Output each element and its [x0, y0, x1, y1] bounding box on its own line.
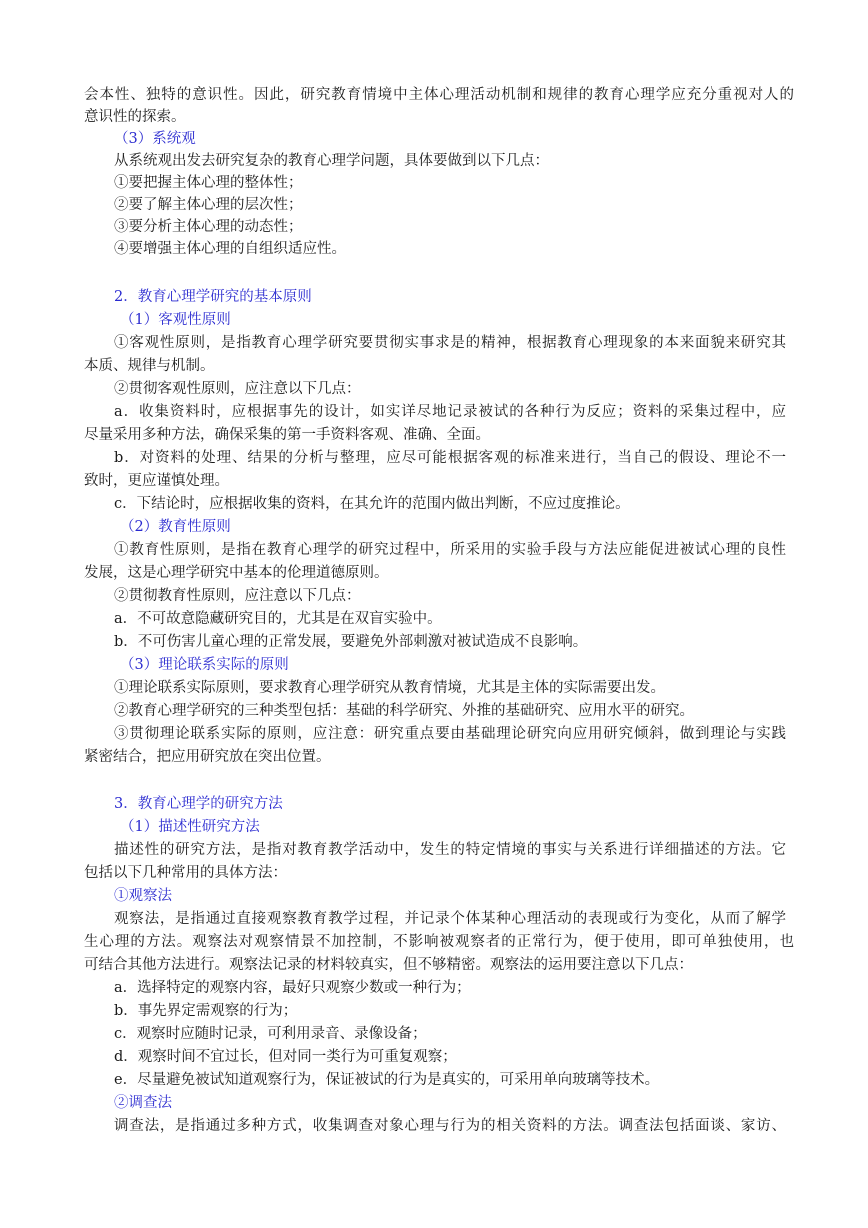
list-item: ②要了解主体心理的层次性； [114, 197, 303, 213]
list-item: e．尽量避免被试知道观察行为，保证被试的行为是真实的，可采用单向玻璃等技术。 [114, 1072, 660, 1088]
section-heading: 2．教育心理学研究的基本原则 [114, 289, 312, 305]
subsection-heading: （1）描述性研究方法 [120, 819, 260, 835]
subsection-heading: （3）系统观 [114, 131, 196, 147]
paragraph-line: ①客观性原则，是指教育心理学研究要贯彻实事求是的精神，根据教育心理现象的本来面貌来研究其 [114, 335, 786, 351]
paragraph-line: 致时，更应谨慎处理。 [84, 473, 229, 489]
paragraph-line: ②教育心理学研究的三种类型包括：基础的科学研究、外推的基础研究、应用水平的研究。 [114, 703, 694, 719]
list-item: c．观察时应随时记录，可利用录音、录像设备； [114, 1026, 427, 1042]
list-item: b．事先界定需观察的行为； [114, 1003, 298, 1019]
list-item: ①要把握主体心理的整体性； [114, 175, 303, 191]
list-item: ④要增强主体心理的自组织适应性。 [114, 241, 346, 257]
subsection-heading: （2）教育性原则 [120, 519, 231, 535]
list-item: b．不可伤害儿童心理的正常发展，要避免外部刺激对被试造成不良影响。 [114, 634, 588, 650]
list-item: d．观察时间不宜过长，但对同一类行为可重复观察； [114, 1049, 457, 1065]
list-item: a．收集资料时，应根据事先的设计，如实详尽地记录被试的各种行为反应；资料的采集过程中，应 [114, 404, 786, 420]
paragraph-line: 发展，这是心理学研究中基本的伦理道德原则。 [84, 565, 389, 581]
subsection-heading: ①观察法 [114, 888, 172, 904]
paragraph-line: 可结合其他方法进行。观察法记录的材料较真实，但不够精密。观察法的运用要注意以下几点： [84, 957, 693, 973]
list-item: c．下结论时，应根据收集的资料，在其允许的范围内做出判断，不应过度推论。 [114, 496, 630, 512]
subsection-heading: （3）理论联系实际的原则 [120, 657, 289, 673]
paragraph-line: ①理论联系实际原则，要求教育心理学研究从教育情境，尤其是主体的实际需要出发。 [114, 680, 665, 696]
list-item: a．不可故意隐藏研究目的，尤其是在双盲实验中。 [114, 611, 442, 627]
list-item: ③要分析主体心理的动态性； [114, 219, 303, 235]
paragraph-line: ②贯彻客观性原则，应注意以下几点： [114, 381, 361, 397]
paragraph-line: 紧密结合，把应用研究放在突出位置。 [84, 749, 331, 765]
section-heading: 3．教育心理学的研究方法 [114, 796, 283, 812]
paragraph-line: ②贯彻教育性原则，应注意以下几点： [114, 588, 361, 604]
paragraph-line: ①教育性原则，是指在教育心理学的研究过程中，所采用的实验手段与方法应能促进被试心理的良性 [114, 542, 786, 558]
paragraph-line: 调查法，是指通过多种方式，收集调查对象心理与行为的相关资料的方法。调查法包括面谈、家访、 [114, 1118, 786, 1134]
paragraph-line: 描述性的研究方法，是指对教育教学活动中，发生的特定情境的事实与关系进行详细描述的方法。它 [114, 842, 786, 858]
subsection-heading: ②调查法 [114, 1095, 172, 1111]
subsection-heading: （1）客观性原则 [120, 312, 231, 328]
paragraph-line: 包括以下几种常用的具体方法： [84, 865, 287, 881]
paragraph-line: 尽量采用多种方法，确保采集的第一手资料客观、准确、全面。 [84, 427, 490, 443]
paragraph-line: 生心理的方法。观察法对观察情景不加控制，不影响被观察者的正常行为，便于使用，即可单独使用，也 [84, 934, 794, 950]
list-item: a．选择特定的观察内容，最好只观察少数或一种行为； [114, 980, 471, 996]
paragraph-line: 从系统观出发去研究复杂的教育心理学问题，具体要做到以下几点： [114, 153, 549, 169]
paragraph-line: 观察法，是指通过直接观察教育教学过程，并记录个体某种心理活动的表现或行为变化，从而了解学 [114, 911, 786, 927]
paragraph-line: ③贯彻理论联系实际的原则，应注意：研究重点要由基础理论研究向应用研究倾斜，做到理论与实践 [114, 726, 786, 742]
paragraph-line: 会本性、独特的意识性。因此，研究教育情境中主体心理活动机制和规律的教育心理学应充分重视对人的 [84, 87, 794, 103]
paragraph-line: 本质、规律与机制。 [84, 358, 215, 374]
list-item: b．对资料的处理、结果的分析与整理，应尽可能根据客观的标准来进行，当自己的假设、理论不一 [114, 450, 786, 466]
paragraph-line: 意识性的探索。 [84, 109, 186, 125]
